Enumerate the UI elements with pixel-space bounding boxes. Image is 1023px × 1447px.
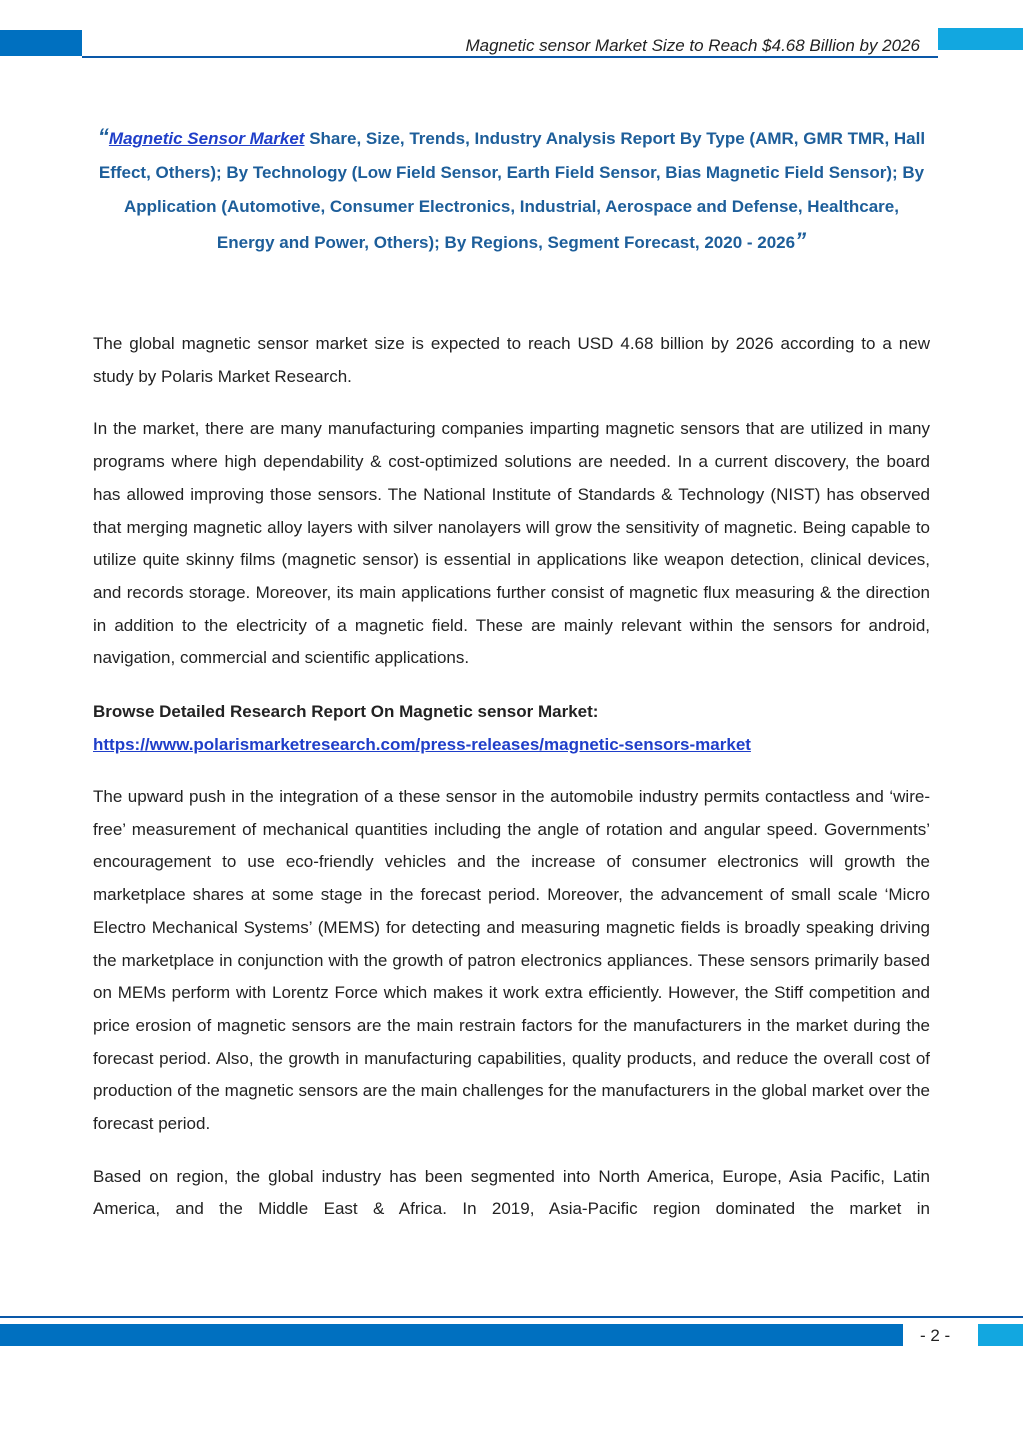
- paragraph-regions: Based on region, the global industry has been segmented into North America, Europe, Asia Pacific, Latin America, and the Middle East & Africa. In 2019, Asia-Pacific region dominated the market in: [93, 1166, 930, 1219]
- report-title-text: Share, Size, Trends, Industry Analysis Report By Type (AMR, GMR TMR, Hall Effect, Others); By Technology (Low Field Sensor, Earth Field Sensor, Bias Magnetic Field Sensor); By Application (Automotive, Consumer Electronics, Industrial, Aerospace and Defense, Healthcare, Energy and Power, Others); By Regions, Segment Forecast, 2020 - 2026: [98, 129, 926, 252]
- header-rule: [82, 56, 938, 58]
- footer-bar: [0, 1324, 903, 1346]
- header-right-bar: [938, 28, 1023, 50]
- report-title-link[interactable]: Magnetic Sensor Market: [108, 129, 305, 148]
- browse-report-link[interactable]: https://www.polarismarketresearch.com/press-releases/magnetic-sensors-market: [93, 735, 751, 755]
- footer-rule: [0, 1316, 1023, 1318]
- open-quote: “: [97, 124, 109, 149]
- close-quote: ”: [795, 228, 807, 253]
- header-left-bar: [0, 30, 82, 56]
- footer-right-bar: [978, 1324, 1023, 1346]
- browse-report-heading: Browse Detailed Research Report On Magnetic sensor Market:: [93, 702, 599, 722]
- paragraph-drivers: The upward push in the integration of a these sensor in the automobile industry permits contactless and ‘wire-free’ measurement of mechanical quantities including the angle of rotation and angular speed. Governments’ encouragement to use eco-friendly vehicles and the increase of consumer electronics will growth the marketplace shares at some stage in the forecast period. Moreover, the advancement of small scale ‘Micro Electro Mechanical Systems’ (MEMS) for detecting and measuring magnetic fields is broadly speaking driving the marketplace in conjunction with the growth of patron electronics appliances. These sensors primarily based on MEMs perform with Lorentz Force which makes it work extra efficiently. However, the Stiff competition and price erosion of magnetic sensors are the main restrain factors for the manufacturers in the market during the forecast period. Also, the growth in manufacturing capabilities, quality products, and reduce the overall cost of production of the magnetic sensors are the main challenges for the manufacturers in the global market over the forecast period.: [93, 787, 930, 1134]
- paragraph-intro: The global magnetic sensor market size is expected to reach USD 4.68 billion by 2026 according to a new study by Polaris Market Research.: [93, 334, 930, 386]
- article-body: [93, 328, 930, 1246]
- paragraph-market-overview: In the market, there are many manufacturing companies imparting magnetic sensors that are utilized in many programs where high dependability & cost-optimized solutions are needed. In a current discovery, the board has allowed improving those sensors. The National Institute of Standards & Technology (NIST) has observed that merging magnetic alloy layers with silver nanolayers will grow the sensitivity of magnetic. Being capable to utilize quite skinny films (magnetic sensor) is essential in applications like weapon detection, clinical devices, and records storage. Moreover, its main applications further consist of magnetic flux measuring & the direction in addition to the electricity of a magnetic field. These are mainly relevant within the sensors for android, navigation, commercial and scientific applications.: [93, 419, 930, 668]
- header-title: Magnetic sensor Market Size to Reach $4.68 Billion by 2026: [465, 36, 920, 55]
- page-number: - 2 -: [920, 1326, 951, 1345]
- report-title: [93, 120, 930, 260]
